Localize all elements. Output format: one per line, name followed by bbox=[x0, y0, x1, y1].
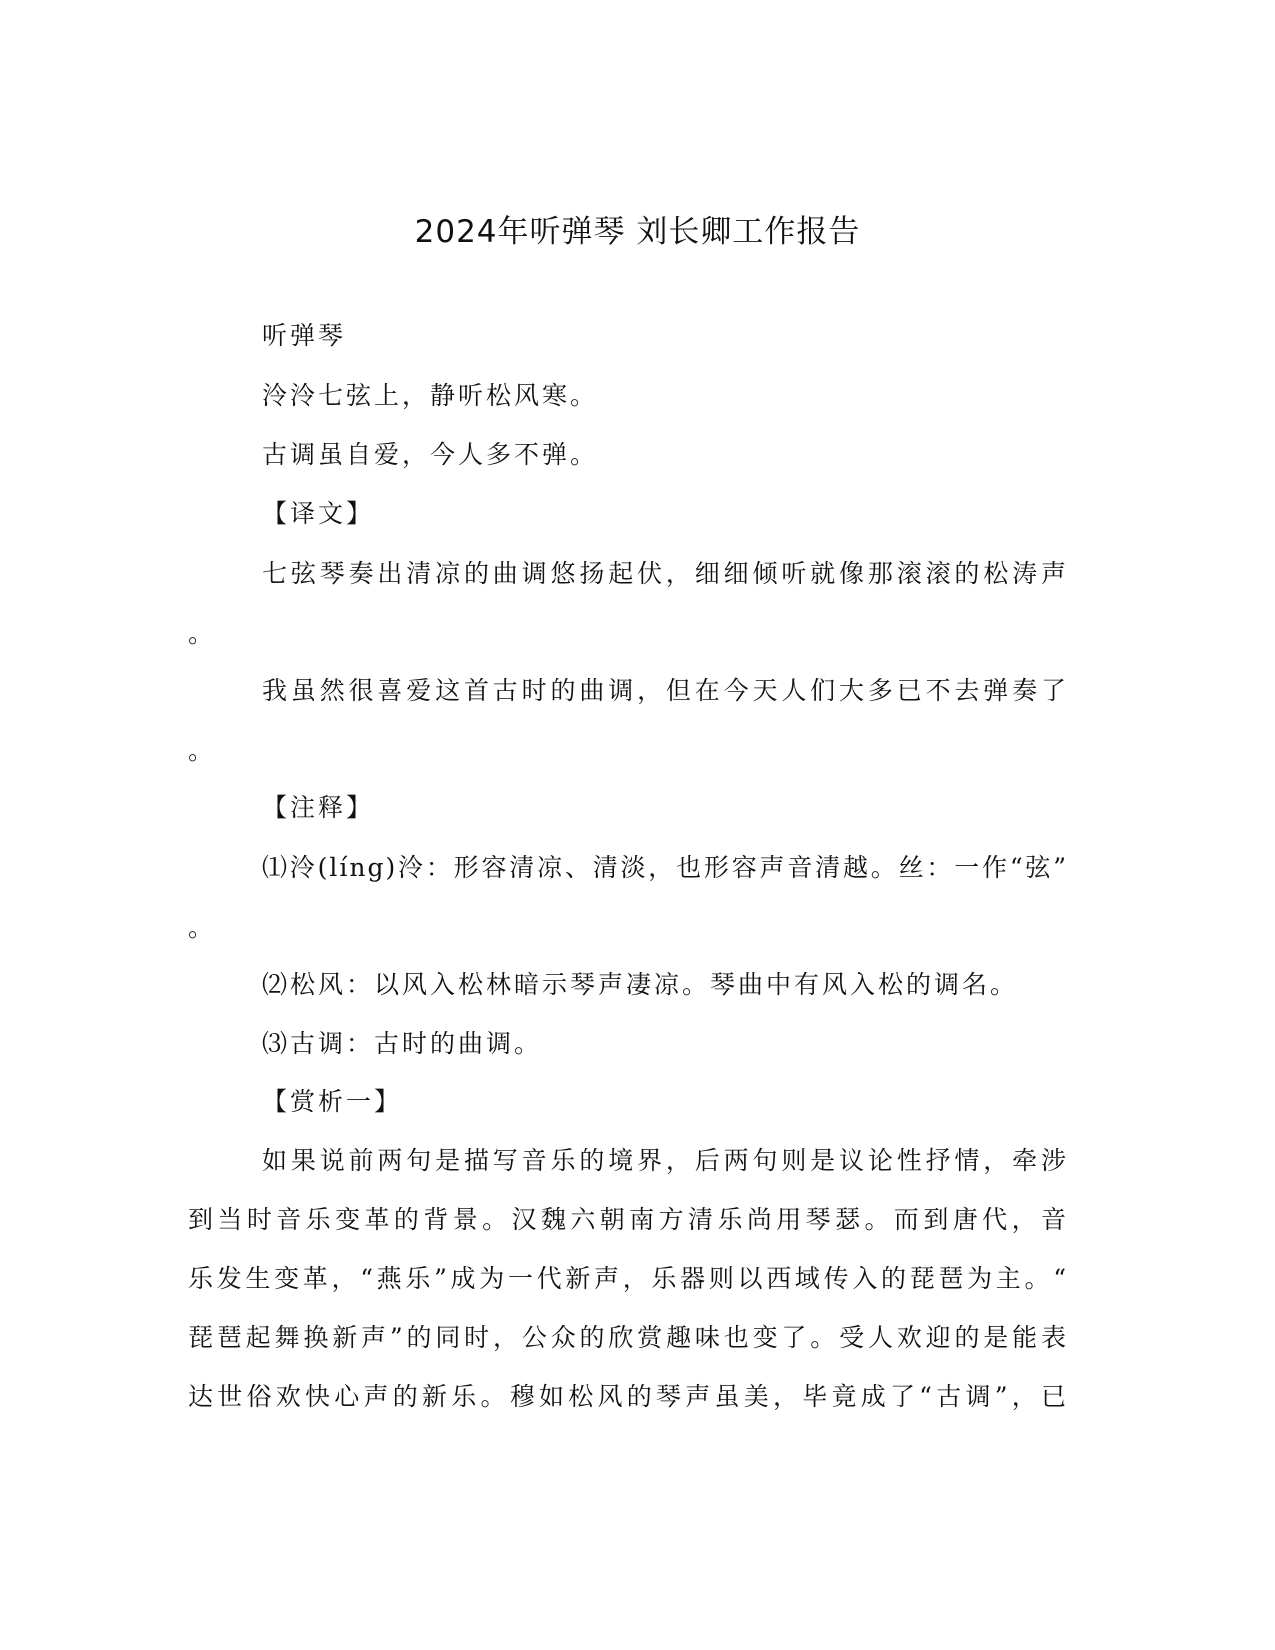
appreciation-line: 如果说前两句是描写音乐的境界，后两句则是议论性抒情，牵涉 bbox=[262, 1146, 1068, 1175]
translation-paragraph-1-line-2: 。 bbox=[188, 619, 214, 648]
appreciation-line: 到当时音乐变革的背景。汉魏六朝南方清乐尚用琴瑟。而到唐代，音 bbox=[188, 1205, 1068, 1234]
appreciation-heading: 【赏析一】 bbox=[262, 1087, 403, 1116]
poem-title: 听弹琴 bbox=[262, 321, 347, 350]
appreciation-line: 琵琶起舞换新声”的同时，公众的欣赏趣味也变了。受人欢迎的是能表 bbox=[188, 1323, 1068, 1352]
appreciation-line: 达世俗欢快心声的新乐。穆如松风的琴声虽美，毕竟成了“古调”，已 bbox=[188, 1382, 1068, 1411]
translation-paragraph-2-line-1: 我虽然很喜爱这首古时的曲调，但在今天人们大多已不去弹奏了 bbox=[262, 676, 1068, 705]
document-title: 2024年听弹琴 刘长卿工作报告 bbox=[414, 214, 861, 250]
translation-paragraph-1-line-1: 七弦琴奏出清凉的曲调悠扬起伏，细细倾听就像那滚滚的松涛声 bbox=[262, 559, 1068, 588]
note-2: ⑵松风：以风入松林暗示琴声凄凉。琴曲中有风入松的调名。 bbox=[262, 970, 1019, 999]
note-3: ⑶古调：古时的曲调。 bbox=[262, 1029, 543, 1058]
notes-heading: 【注释】 bbox=[262, 793, 375, 822]
poem-line-2: 古调虽自爱，今人多不弹。 bbox=[262, 440, 599, 469]
note-1-line-2: 。 bbox=[188, 913, 214, 942]
translation-paragraph-2-line-2: 。 bbox=[188, 736, 214, 765]
note-1-line-1: ⑴泠(líng)泠：形容清凉、清淡，也形容声音清越。丝：一作“弦” bbox=[262, 853, 1068, 882]
translation-heading: 【译文】 bbox=[262, 499, 375, 528]
appreciation-line: 乐发生变革，“燕乐”成为一代新声，乐器则以西域传入的琵琶为主。“ bbox=[188, 1264, 1068, 1293]
poem-line-1: 泠泠七弦上，静听松风寒。 bbox=[262, 381, 599, 410]
